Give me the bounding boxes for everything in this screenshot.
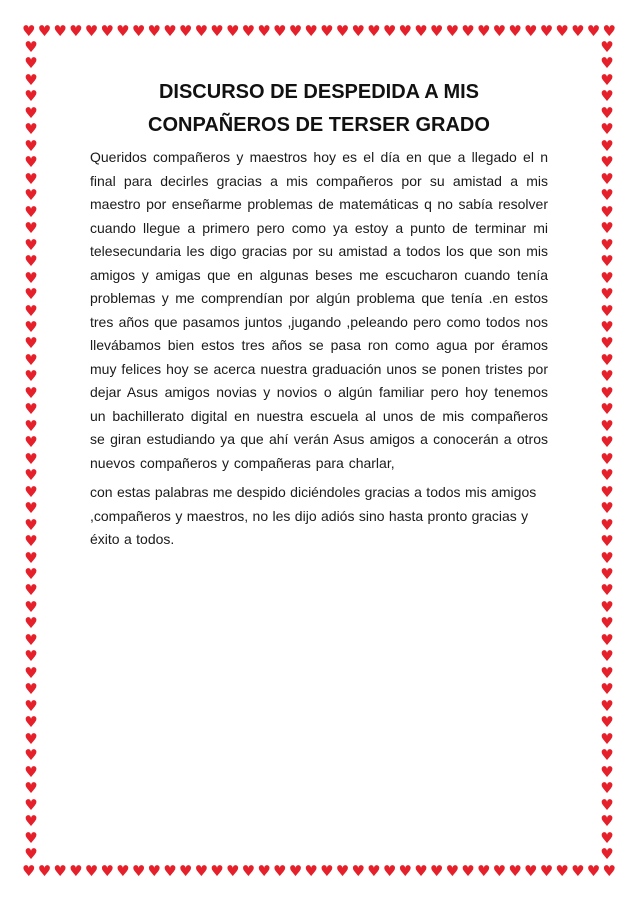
body-paragraph-2: con estas palabras me despido diciéndoles gracias a todos mis amigos ,compañeros y maestros, no les dijo adiós sino hasta pronto gracias y éxito a todos.: [90, 484, 537, 547]
heart-icon: ♥: [131, 862, 146, 880]
heart-border-bottom: [22, 862, 616, 880]
heart-icon: ♥: [24, 630, 38, 649]
heart-icon: ♥: [429, 862, 444, 880]
heart-icon: ♥: [24, 499, 38, 518]
heart-icon: ♥: [24, 713, 38, 732]
heart-icon: ♥: [600, 729, 614, 748]
heart-icon: ♥: [24, 762, 38, 781]
heart-icon: ♥: [600, 663, 614, 682]
heart-icon: ♥: [24, 812, 38, 831]
heart-icon: ♥: [100, 862, 114, 880]
heart-icon: ♥: [414, 862, 428, 880]
heart-icon: ♥: [414, 22, 428, 40]
heart-icon: ♥: [600, 367, 614, 386]
document-title: [90, 76, 548, 142]
heart-icon: ♥: [24, 663, 38, 682]
heart-icon: ♥: [24, 202, 38, 221]
heart-icon: ♥: [24, 87, 38, 106]
heart-icon: ♥: [600, 103, 614, 122]
heart-icon: ♥: [24, 565, 38, 583]
heart-icon: ♥: [24, 729, 38, 748]
heart-icon: ♥: [600, 136, 614, 155]
heart-border-top: [22, 22, 616, 40]
heart-icon: ♥: [24, 581, 38, 600]
heart-icon: ♥: [600, 565, 614, 583]
heart-icon: ♥: [22, 22, 36, 40]
heart-icon: ♥: [304, 22, 318, 40]
heart-icon: ♥: [147, 22, 161, 40]
heart-icon: ♥: [24, 779, 38, 798]
heart-icon: ♥: [24, 103, 38, 122]
heart-icon: ♥: [163, 22, 177, 40]
heart-icon: ♥: [69, 22, 83, 40]
heart-icon: ♥: [461, 862, 475, 880]
heart-icon: ♥: [84, 22, 99, 40]
heart-icon: ♥: [398, 22, 412, 40]
heart-icon: ♥: [24, 367, 38, 386]
heart-icon: ♥: [600, 87, 614, 106]
heart-icon: ♥: [24, 696, 38, 715]
heart-icon: ♥: [24, 317, 38, 336]
heart-icon: ♥: [210, 22, 224, 40]
heart-icon: ♥: [194, 862, 209, 880]
heart-icon: ♥: [600, 812, 614, 831]
heart-icon: ♥: [600, 597, 614, 616]
heart-icon: ♥: [492, 22, 507, 40]
heart-icon: ♥: [351, 862, 365, 880]
heart-icon: ♥: [524, 22, 538, 40]
heart-icon: ♥: [600, 647, 614, 666]
heart-border-left: [22, 40, 40, 862]
heart-icon: ♥: [600, 416, 614, 435]
heart-icon: ♥: [602, 22, 616, 40]
heart-icon: ♥: [194, 22, 209, 40]
heart-icon: ♥: [24, 383, 38, 402]
heart-icon: ♥: [600, 532, 614, 551]
heart-icon: ♥: [586, 22, 601, 40]
heart-icon: ♥: [429, 22, 444, 40]
heart-icon: ♥: [600, 301, 614, 320]
heart-icon: ♥: [600, 38, 614, 56]
heart-icon: ♥: [241, 862, 256, 880]
heart-icon: ♥: [37, 22, 52, 40]
heart-icon: ♥: [600, 350, 614, 369]
title-line-2: CONPAÑEROS DE TERSER GRADO: [148, 114, 490, 136]
heart-icon: ♥: [24, 597, 38, 616]
heart-icon: ♥: [53, 862, 67, 880]
heart-icon: ♥: [600, 548, 614, 567]
heart-icon: ♥: [24, 219, 38, 238]
heart-icon: ♥: [539, 22, 554, 40]
heart-icon: ♥: [600, 268, 614, 287]
heart-icon: ♥: [335, 862, 350, 880]
heart-icon: ♥: [600, 466, 614, 485]
heart-icon: ♥: [600, 713, 614, 732]
heart-icon: ♥: [116, 862, 130, 880]
heart-icon: ♥: [600, 153, 614, 172]
heart-icon: ♥: [24, 466, 38, 485]
heart-icon: ♥: [273, 862, 287, 880]
heart-icon: ♥: [225, 862, 240, 880]
heart-icon: ♥: [24, 482, 38, 501]
heart-icon: ♥: [398, 862, 412, 880]
heart-icon: ♥: [24, 400, 38, 419]
heart-icon: ♥: [600, 449, 614, 468]
heart-icon: ♥: [600, 795, 614, 814]
heart-icon: ♥: [600, 828, 614, 847]
heart-icon: ♥: [37, 862, 52, 880]
heart-icon: ♥: [600, 54, 614, 73]
heart-icon: ♥: [600, 169, 614, 188]
heart-icon: ♥: [53, 22, 67, 40]
heart-icon: ♥: [24, 136, 38, 155]
heart-icon: ♥: [24, 515, 38, 534]
heart-icon: ♥: [24, 828, 38, 847]
heart-icon: ♥: [600, 235, 614, 254]
heart-icon: ♥: [24, 252, 38, 271]
heart-icon: ♥: [288, 862, 303, 880]
heart-icon: ♥: [367, 862, 381, 880]
heart-icon: ♥: [24, 54, 38, 73]
heart-icon: ♥: [571, 862, 585, 880]
heart-icon: ♥: [257, 862, 271, 880]
heart-icon: ♥: [24, 285, 38, 304]
heart-icon: ♥: [24, 169, 38, 188]
heart-icon: ♥: [225, 22, 240, 40]
heart-icon: ♥: [116, 22, 130, 40]
heart-icon: ♥: [24, 795, 38, 814]
heart-icon: ♥: [24, 746, 38, 765]
heart-icon: ♥: [24, 680, 38, 699]
heart-icon: ♥: [178, 22, 193, 40]
heart-icon: ♥: [600, 120, 614, 139]
heart-icon: ♥: [24, 350, 38, 369]
heart-icon: ♥: [304, 862, 318, 880]
heart-icon: ♥: [24, 120, 38, 139]
heart-icon: ♥: [600, 252, 614, 271]
heart-icon: ♥: [163, 862, 177, 880]
heart-icon: ♥: [600, 285, 614, 304]
heart-border-right: [598, 40, 616, 862]
heart-icon: ♥: [69, 862, 83, 880]
heart-icon: ♥: [24, 433, 38, 452]
heart-icon: ♥: [24, 844, 38, 863]
heart-icon: ♥: [24, 647, 38, 666]
heart-icon: ♥: [600, 186, 614, 205]
heart-icon: ♥: [600, 746, 614, 765]
heart-icon: ♥: [602, 862, 616, 880]
heart-icon: ♥: [600, 317, 614, 336]
heart-icon: ♥: [600, 334, 614, 353]
heart-icon: ♥: [600, 581, 614, 600]
heart-icon: ♥: [492, 862, 507, 880]
heart-icon: ♥: [24, 614, 38, 633]
heart-icon: ♥: [600, 696, 614, 715]
heart-icon: ♥: [508, 22, 522, 40]
heart-icon: ♥: [445, 862, 460, 880]
heart-icon: ♥: [600, 400, 614, 419]
heart-icon: ♥: [600, 844, 614, 863]
body-paragraph-1: Queridos compañeros y maestros hoy es el día en que a llegado el n final para decirles gracias a mis compañeros por su amistad a mis maestro por enseñarme problemas de matemáticas q no sabía resolver cuando llegue a primero pero como ya estoy a punto de terminar mi telesecundaria les digo gracias por su amistad a todos los que son mis amigos y amigas que en algunas beses me escucharon cuando tenía problemas y me comprendían por algún problema que tenía .en estos tres años que pasamos juntos ,jugando ,peleando pero como todos nos llevábamos bien estos tres años se pasa ron como agua por éramos muy felices hoy se acerca nuestra graduación unos se ponen tristes por dejar Asus amigos novias y novios o algún familiar pero hoy tenemos un bachillerato digital en nuestra escuela al unos de mis compañeros se giran estudiando ya que ahí verán Asus amigos a conocerán a otros nuevos compañeros y compañeras para charlar,: [90, 149, 548, 471]
heart-icon: ♥: [24, 186, 38, 205]
heart-icon: ♥: [445, 22, 460, 40]
heart-icon: ♥: [600, 482, 614, 501]
heart-icon: ♥: [24, 268, 38, 287]
heart-icon: ♥: [600, 383, 614, 402]
heart-icon: ♥: [178, 862, 193, 880]
heart-icon: ♥: [320, 22, 334, 40]
heart-icon: ♥: [24, 235, 38, 254]
heart-icon: ♥: [600, 779, 614, 798]
heart-icon: ♥: [476, 862, 491, 880]
heart-icon: ♥: [600, 680, 614, 699]
heart-icon: ♥: [24, 38, 38, 56]
heart-icon: ♥: [351, 22, 365, 40]
heart-icon: ♥: [24, 416, 38, 435]
heart-icon: ♥: [210, 862, 224, 880]
heart-icon: ♥: [257, 22, 271, 40]
heart-icon: ♥: [382, 862, 397, 880]
heart-icon: ♥: [24, 548, 38, 567]
heart-icon: ♥: [571, 22, 585, 40]
heart-icon: ♥: [335, 22, 350, 40]
heart-icon: ♥: [508, 862, 522, 880]
heart-icon: ♥: [600, 515, 614, 534]
title-line-1: DISCURSO DE DESPEDIDA A MIS: [158, 81, 480, 103]
heart-icon: ♥: [273, 22, 287, 40]
heart-icon: ♥: [461, 22, 475, 40]
heart-icon: ♥: [241, 22, 256, 40]
heart-icon: ♥: [367, 22, 381, 40]
heart-icon: ♥: [320, 862, 334, 880]
heart-icon: ♥: [24, 334, 38, 353]
heart-icon: ♥: [600, 202, 614, 221]
speech-content: [90, 76, 548, 552]
heart-icon: ♥: [524, 862, 538, 880]
heart-icon: ♥: [131, 22, 146, 40]
heart-icon: ♥: [555, 862, 569, 880]
heart-icon: ♥: [22, 862, 36, 880]
heart-icon: ♥: [600, 219, 614, 238]
heart-icon: ♥: [600, 762, 614, 781]
heart-icon: ♥: [600, 433, 614, 452]
heart-icon: ♥: [600, 614, 614, 633]
heart-icon: ♥: [539, 862, 554, 880]
heart-icon: ♥: [586, 862, 601, 880]
heart-icon: ♥: [600, 70, 614, 89]
heart-icon: ♥: [555, 22, 569, 40]
heart-icon: ♥: [24, 153, 38, 172]
heart-icon: ♥: [476, 22, 491, 40]
heart-icon: ♥: [100, 22, 114, 40]
heart-icon: ♥: [24, 449, 38, 468]
heart-icon: ♥: [24, 70, 38, 89]
heart-icon: ♥: [24, 532, 38, 551]
heart-icon: ♥: [382, 22, 397, 40]
heart-icon: ♥: [600, 630, 614, 649]
heart-icon: ♥: [84, 862, 99, 880]
heart-icon: ♥: [288, 22, 303, 40]
heart-icon: ♥: [24, 301, 38, 320]
heart-icon: ♥: [600, 499, 614, 518]
heart-icon: ♥: [147, 862, 161, 880]
